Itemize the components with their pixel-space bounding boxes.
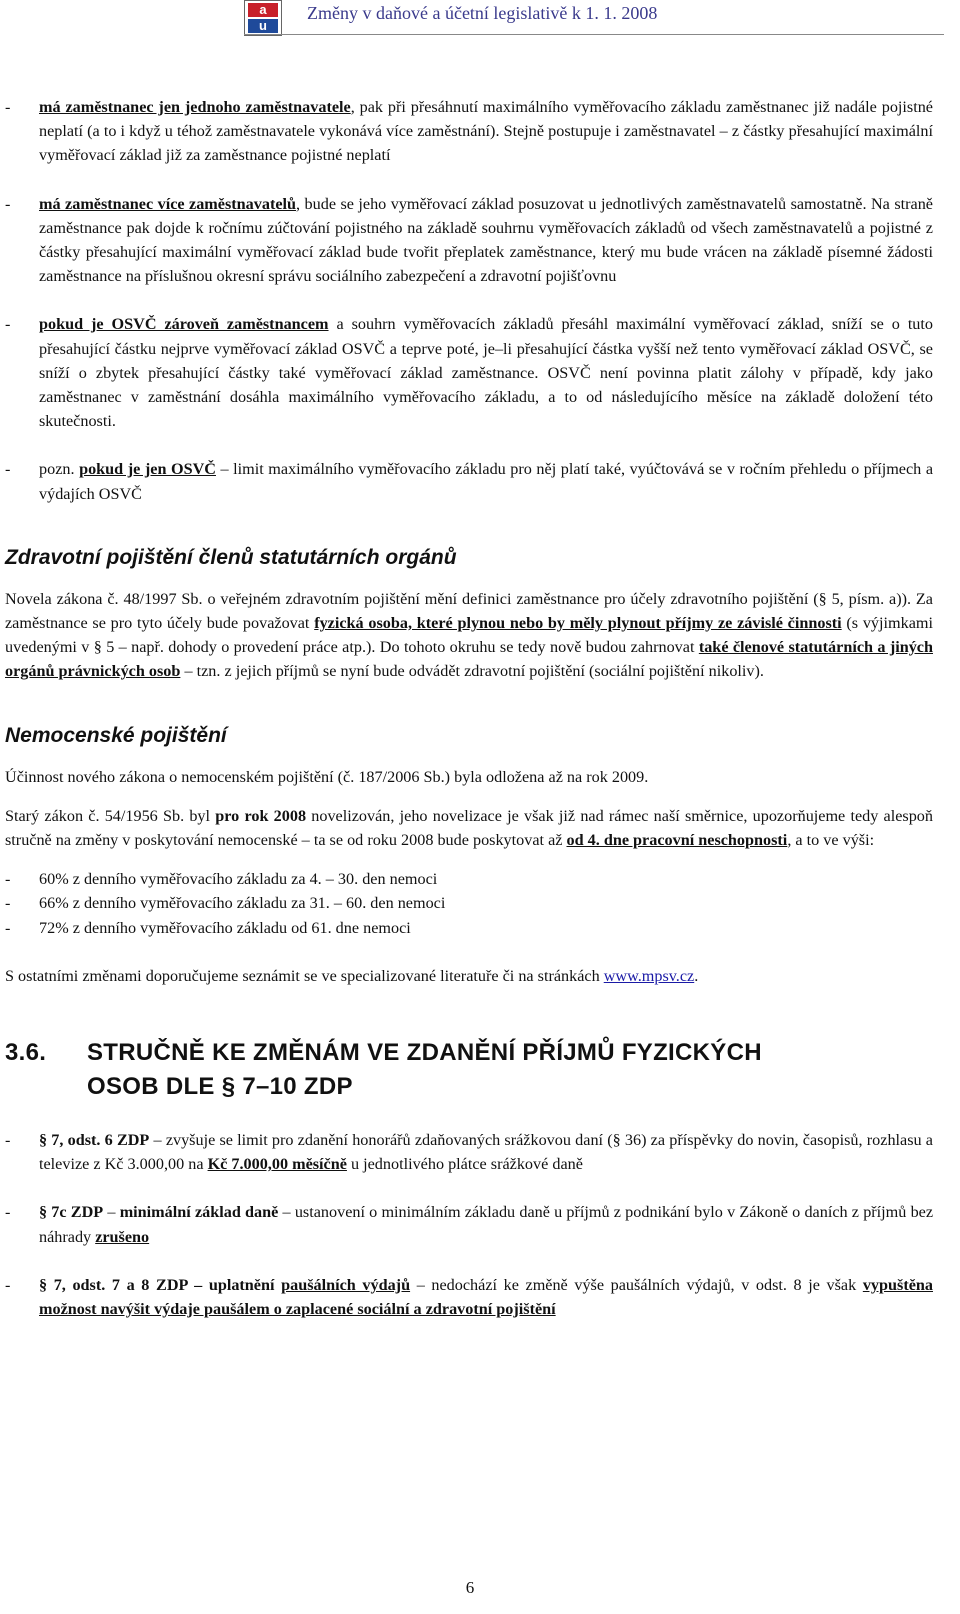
logo-icon — [244, 0, 282, 36]
list-item — [5, 867, 933, 891]
bullet-dash: - — [5, 460, 11, 479]
emphasis-text: § 7c ZDP — [39, 1203, 104, 1222]
emphasis-text: fyzická osoba, které plynou nebo by měly plynout příjmy ze závislé činnosti — [314, 614, 842, 633]
list-item — [5, 192, 933, 289]
body-text: novelizován, jeho novelizace je však již nad rámec naší směrnice, upozorňujeme tedy alespoň stručně na změny v poskytování nemocenské – ta se od roku 2008 bude poskytovat až — [5, 806, 933, 850]
body-text: S ostatními změnami doporučujeme seznámit se ve specializované literatuře či na stránkách — [5, 966, 604, 985]
emphasis-text: minimální základ daně — [119, 1203, 279, 1222]
paragraph — [5, 587, 933, 684]
emphasis-text: § 7, odst. 6 ZDP — [39, 1131, 150, 1150]
body-text: 72% z denního vyměřovacího základu od 61. dne nemoci — [39, 918, 411, 937]
bullet-dash: - — [5, 315, 11, 334]
paragraph — [5, 804, 933, 852]
mpsv-link[interactable]: www.mpsv.cz — [603, 966, 695, 985]
paragraph: Účinnost nového zákona o nemocenském pojištění (č. 187/2006 Sb.) byla odložena až na rok 2009. — [5, 767, 649, 786]
body-text: pozn. — [39, 460, 80, 479]
body-text: . — [694, 966, 699, 985]
section-heading-health: Zdravotní pojištění členů statutárních orgánů — [5, 545, 457, 569]
bullet-dash: - — [5, 1131, 11, 1150]
bullet-dash: - — [5, 918, 11, 937]
page-header — [244, 0, 944, 34]
emphasis-text: vypuštěna možnost navýšit výdaje paušálem o zaplacené sociální a zdravotní pojištění — [39, 1275, 933, 1319]
body-text: 60% z denního vyměřovacího základu za 4. – 30. den nemoci — [39, 870, 438, 889]
page-number: 6 — [465, 1578, 475, 1597]
list-item — [5, 1128, 933, 1176]
list-item — [5, 916, 933, 940]
chapter-heading-line-1: STRUČNĚ KE ZMĚNÁM VE ZDANĚNÍ PŘÍJMŮ FYZICKÝCH — [87, 1039, 762, 1067]
emphasis-text: pro rok 2008 — [215, 806, 307, 825]
emphasis-text: od 4. dne pracovní neschopnosti — [566, 831, 788, 850]
body-text: – nedochází ke změně výše paušálních výdajů, v odst. 8 je však — [410, 1275, 863, 1294]
emphasis-text: paušálních výdajů — [281, 1275, 411, 1294]
section-heading-sickness: Nemocenské pojištění — [5, 723, 227, 747]
body-text: , bude se jeho vyměřovací základ posuzovat u jednotlivých zaměstnavatelů samostatně. Na straně zaměstnance pak dojde k ročnímu zúčtování pojistného na základě souhrnu vyměřovacích základů od všech zaměstnavatelů a pojistné z částky přesahující maximální vyměřovací základ bude tvořit přeplatek zaměstnance, který mu bude vrácen na základě písemné žádosti zaměstnance na příslušnou okresní správu sociálního zabezpečení a zdravotní pojišťovnu — [39, 194, 933, 286]
list-item — [5, 95, 933, 168]
body-text: – ustanovení o minimálním základu daně u příjmů z podnikání bylo v Zákoně o daních z příjmů bez náhrady — [39, 1203, 934, 1246]
logo-top-letter: a — [248, 3, 278, 17]
document-body — [5, 95, 933, 1321]
body-text: a souhrn vyměřovacích základů přesáhl maximální vyměřovací základ, sníží se o tuto přesahující částku nejprve vyměřovací základ OSVČ a teprve poté, je–li přesahující částka vyšší než tento vyměřovací základ OSVČ, se sníží o zbytek přesahující částky také vyměřovací základ zaměstnance. OSVČ není povinna platit zálohy v případě, kdy jako zaměstnanec v zaměstnání dosáhla maximálního vyměřovacího základu, a to od následujícího měsíce na základě doložení této skutečnosti. — [39, 315, 933, 431]
body-text: (s výjimkami uvedenými v § 5 – např. dohody o provedení práce atp.). Do tohoto okruhu se tedy nově budou zahrnovat — [5, 614, 933, 657]
chapter-heading — [5, 1036, 933, 1104]
body-text: 66% z denního vyměřovacího základu za 31. – 60. den nemoci — [39, 894, 446, 913]
bullet-dash: - — [5, 894, 11, 913]
logo-bottom-letter: u — [248, 19, 278, 33]
body-text: Novela zákona č. 48/1997 Sb. o veřejném zdravotním pojištění mění definici zaměstnance pro účely zdravotního pojištění (§ 5, písm. a)). Za zaměstnance se pro tyto účely bude považovat — [5, 589, 933, 633]
chapter-heading-line-2: OSOB DLE § 7–10 ZDP — [87, 1073, 353, 1101]
emphasis-text: Kč 7.000,00 měsíčně — [207, 1155, 347, 1174]
emphasis-text: má zaměstnanec jen jednoho zaměstnavatele — [39, 98, 351, 116]
list-item — [5, 891, 933, 915]
bullet-dash: - — [5, 870, 11, 889]
list-item — [5, 1273, 933, 1321]
emphasis-text: § 7, odst. 7 a 8 ZDP – uplatnění — [39, 1275, 282, 1294]
bullet-dash: - — [5, 1275, 11, 1294]
paragraph — [5, 964, 933, 988]
header-title: Změny v daňové a účetní legislativě k 1. 1. 2008 — [307, 3, 658, 23]
chapter-number: 3.6. — [5, 1039, 47, 1067]
bullet-dash: - — [5, 98, 11, 116]
list-item — [5, 457, 933, 505]
list-item: - § 7c ZDP – minimální základ daně – ustanovení o minimálním základu daně u příjmů z podnikání bylo v Zákoně o daních z příjmů bez náhrady zrušeno — [5, 1200, 933, 1248]
emphasis-text: také členové statutárních a jiných orgánů právnických osob — [5, 638, 933, 681]
emphasis-text: má zaměstnanec více zaměstnavatelů — [39, 194, 297, 213]
body-text: – tzn. z jejich příjmů se nyní bude odvádět zdravotní pojištění (sociální pojištění nikoliv). — [180, 662, 764, 681]
list-item — [5, 312, 933, 433]
emphasis-text: zrušeno — [95, 1227, 150, 1246]
body-text: – limit maximálního vyměřovacího základu pro něj platí také, vyúčtovává se v ročním přehledu o příjmech a výdajích OSVČ — [39, 460, 933, 503]
body-text: , pak při přesáhnutí maximálního vyměřovacího základu zaměstnanec již nadále pojistné neplatí (a to i když u téhož zaměstnavatele vykonává více zaměstnání). Stejně postupuje i zaměstnavatel – z částky přesahující maximální vyměřovací základ již za zaměstnance pojistné neplatí — [39, 98, 933, 165]
emphasis-text: pokud je OSVČ zároveň zaměstnancem — [39, 315, 329, 334]
body-text: , a to ve výši: — [787, 831, 875, 850]
header-divider — [244, 34, 944, 35]
bullet-dash: - — [5, 1203, 11, 1222]
emphasis-text: pokud je jen OSVČ — [79, 460, 216, 479]
body-text: – zvyšuje se limit pro zdanění honorářů zdaňovaných srážkovou daní (§ 36) za příspěvky do novin, časopisů, rozhlasu a televize z Kč 3.000,00 na — [39, 1131, 933, 1174]
bullet-dash: - — [5, 194, 11, 213]
body-text: Starý zákon č. 54/1956 Sb. byl — [5, 806, 216, 825]
body-text: u jednotlivého plátce srážkové daně — [346, 1155, 583, 1174]
